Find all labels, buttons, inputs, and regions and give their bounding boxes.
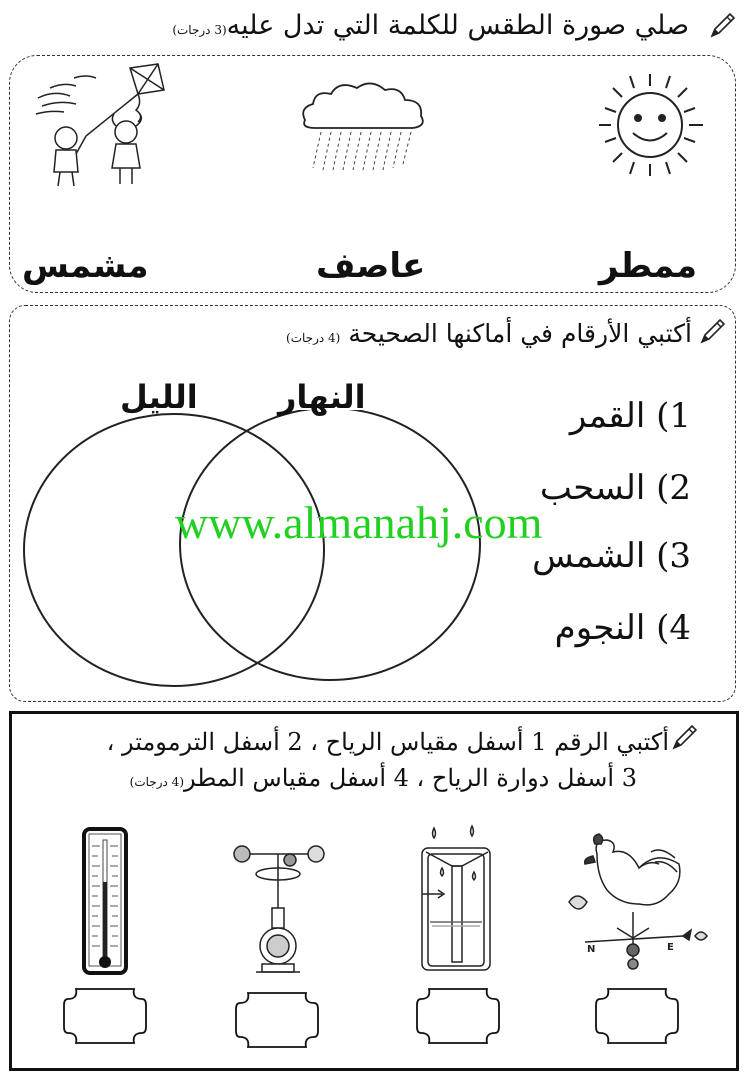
- item-sun: 3) الشمس: [532, 536, 691, 576]
- rain-cloud-icon: [295, 80, 435, 175]
- question-1-title: صلي صورة الطقس للكلمة التي تدل عليه(3 درجات): [172, 10, 689, 41]
- rain-gauge-icon: [412, 822, 502, 974]
- weather-vane-icon: [555, 832, 715, 972]
- answer-frame-1[interactable]: [62, 987, 148, 1045]
- pencil-icon: [670, 722, 700, 752]
- anemometer-icon: [228, 838, 328, 978]
- night-circle[interactable]: [24, 414, 324, 686]
- item-moon: 1) القمر: [569, 396, 691, 436]
- day-label: النهار: [278, 378, 366, 416]
- answer-frame-3[interactable]: [415, 987, 501, 1045]
- sun-icon: [585, 70, 715, 180]
- thermometer-icon: [80, 826, 130, 976]
- word-sunny: مشمس: [22, 246, 149, 286]
- pencil-icon: [708, 10, 738, 40]
- item-stars: 4) النجوم: [554, 608, 691, 648]
- question-3-marks: (4 درجات): [129, 775, 184, 789]
- venn-diagram: [20, 410, 490, 690]
- item-clouds: 2) السحب: [539, 468, 691, 508]
- question-2-title: أكتبي الأرقام في أماكنها الصحيحة (4 درجات): [286, 319, 692, 348]
- question-1-marks: (3 درجات): [172, 23, 227, 37]
- pencil-icon: [698, 316, 728, 346]
- answer-frame-4[interactable]: [594, 987, 680, 1045]
- svg-text:E: E: [667, 942, 674, 953]
- night-label: الليل: [120, 378, 198, 416]
- windy-kite-icon: [30, 60, 175, 190]
- question-2-marks: (4 درجات): [286, 331, 341, 345]
- svg-text:N: N: [587, 944, 596, 955]
- question-3-line-2: 3 أسفل دوارة الرياح ، 4 أسفل مقياس المطر(4 درجات): [129, 764, 637, 792]
- watermark: www.almanahj.com: [175, 497, 543, 548]
- word-rainy: ممطر: [598, 246, 697, 286]
- answer-frame-2[interactable]: [234, 991, 320, 1049]
- word-windy: عاصف: [316, 246, 426, 286]
- question-3-line-1: أكتبي الرقم 1 أسفل مقياس الرياح ، 2 أسفل الترمومتر ،: [106, 728, 669, 756]
